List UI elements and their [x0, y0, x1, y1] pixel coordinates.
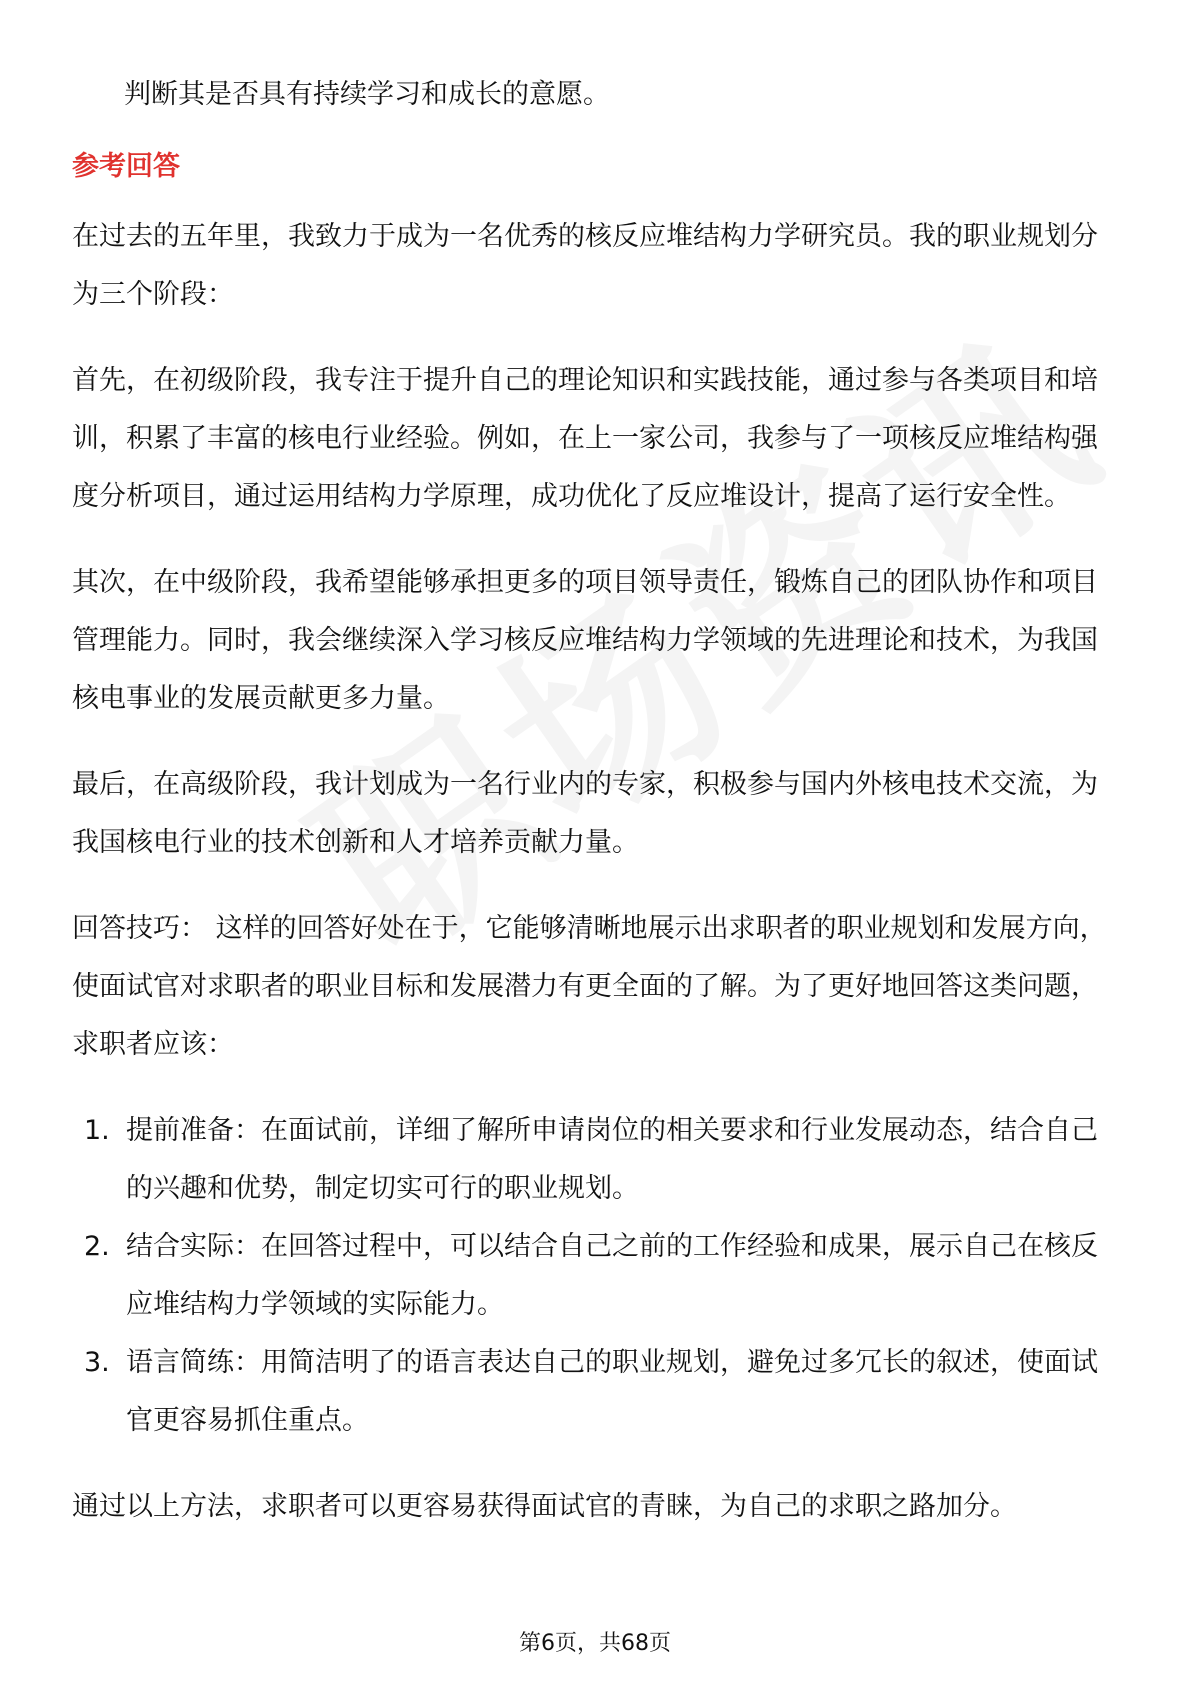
document-body: [72, 66, 1122, 1536]
list-item: [72, 1334, 1122, 1450]
paragraph-3: 其次，在中级阶段，我希望能够承担更多的项目领导责任，锻炼自己的团队协作和项目管理能力。同时，我会继续深入学习核反应堆结构力学领域的先进理论和技术，为我国核电事业的发展贡献更多力量。: [72, 567, 1098, 714]
list-item: [72, 1102, 1122, 1218]
list-item: [72, 1218, 1122, 1334]
paragraph-4: 最后，在高级阶段，我计划成为一名行业内的专家，积极参与国内外核电技术交流，为我国核电行业的技术创新和人才培养贡献力量。: [72, 769, 1098, 858]
list-text: 语言简练：用简洁明了的语言表达自己的职业规划，避免过多冗长的叙述，使面试官更容易抓住重点。: [126, 1347, 1098, 1436]
tips-list: [72, 1102, 1122, 1450]
list-number: 1.: [84, 1115, 110, 1146]
intro-line: 判断其是否具有持续学习和成长的意愿。: [124, 79, 610, 110]
paragraph-5: 回答技巧： 这样的回答好处在于，它能够清晰地展示出求职者的职业规划和发展方向，使面试官对求职者的职业目标和发展潜力有更全面的了解。为了更好地回答这类问题，求职者应该：: [72, 913, 1107, 1060]
closing-paragraph: 通过以上方法，求职者可以更容易获得面试官的青睐，为自己的求职之路加分。: [72, 1491, 1017, 1522]
list-text: 提前准备：在面试前，详细了解所申请岗位的相关要求和行业发展动态，结合自己的兴趣和优势，制定切实可行的职业规划。: [126, 1115, 1098, 1204]
paragraph-1: 在过去的五年里，我致力于成为一名优秀的核反应堆结构力学研究员。我的职业规划分为三个阶段：: [72, 221, 1098, 310]
list-number: 2.: [84, 1231, 110, 1262]
paragraph-2: 首先，在初级阶段，我专注于提升自己的理论知识和实践技能，通过参与各类项目和培训，积累了丰富的核电行业经验。例如，在上一家公司，我参与了一项核反应堆结构强度分析项目，通过运用结构力学原理，成功优化了反应堆设计，提高了运行安全性。: [72, 365, 1098, 512]
page-footer: 第6页，共68页: [519, 1631, 671, 1656]
list-text: 结合实际：在回答过程中，可以结合自己之前的工作经验和成果，展示自己在核反应堆结构力学领域的实际能力。: [126, 1231, 1098, 1320]
list-number: 3.: [84, 1347, 110, 1378]
section-heading: 参考回答: [72, 151, 180, 182]
